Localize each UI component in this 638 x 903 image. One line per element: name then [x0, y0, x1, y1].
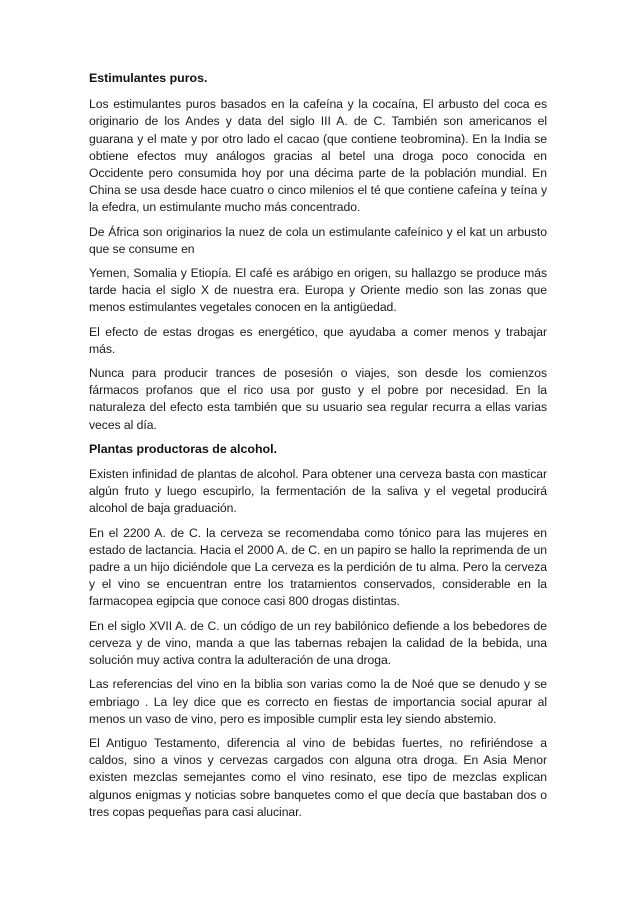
section-heading-alcohol: Plantas productoras de alcohol. [89, 441, 277, 456]
paragraph: Yemen, Somalia y Etiopía. El café es arábigo en origen, su hallazgo se produce más tarde hacia el siglo X de nuestra era. Europa y Oriente medio son las zonas que menos estimulantes vegetales conocen en la antigüedad. [89, 266, 547, 315]
paragraph: Los estimulantes puros basados en la cafeína y la cocaína, El arbusto del coca es originario de los Andes y data del siglo III A. de C. También son americanos el guarana y el mate y por otro lado el cacao (que contiene teobromina). En la India se obtiene efectos muy análogos gracias al betel una droga poco conocida en Occidente pero consumida hoy por una décima parte de la población mundial. En China se usa desde hace cuatro o cinco milenios el té que contiene cafeína y teína y la efedra, un estimulante mucho más concentrado. [89, 97, 547, 215]
paragraph: En el siglo XVII A. de C. un código de un rey babilónico defiende a los bebedores de cerveza y de vino, manda a que las tabernas rebajen la calidad de la bebida, una solución muy activa contra la adulteración de una droga. [89, 618, 547, 668]
document-page [89, 70, 547, 828]
paragraph: El Antiguo Testamento, diferencia al vino de bebidas fuertes, no refiriéndose a caldos, sino a vinos y cervezas cargados con alguna otra droga. En Asia Menor existen mezclas semejantes como el vino resinato, ese tipo de mezclas explican algunos enigmas y noticias sobre banquetes como el que decía que bastaban dos o tres copas pequeñas para casi alucinar. [89, 735, 547, 819]
paragraph: Las referencias del vino en la biblia son varias como la de Noé que se denudo y se embriago . La ley dice que es correcto en fiestas de importancia social apurar al menos un vaso de vino, pero es imposible cumplir esta ley siendo abstemio. [89, 677, 547, 726]
paragraph: En el 2200 A. de C. la cerveza se recomendaba como tónico para las mujeres en estado de lactancia. Hacia el 2000 A. de C. en un papiro se hallo la reprimenda de un padre a un hijo diciéndole que La cerveza es la perdición de tu alma. Pero la cerveza y el vino se encuentran entre los tratamientos conservados, considerable en la farmacopea egipcia que conoce casi 800 drogas distintas. [89, 525, 547, 609]
paragraph: Existen infinidad de plantas de alcohol. Para obtener una cerveza basta con masticar algún fruto y luego escupirlo, la fermentación de la saliva y el vegetal producirá alcohol de baja graduación. [89, 467, 547, 516]
paragraph: Nunca para producir trances de posesión o viajes, son desde los comienzos fármacos profanos que el rico usa por gusto y el pobre por necesidad. En la naturaleza del efecto esta también que su usuario sea regular recurra a ellas varias veces al día. [89, 366, 547, 432]
paragraph: De África son originarios la nuez de cola un estimulante cafeínico y el kat un arbusto que se consume en [89, 224, 547, 256]
section-heading-estimulantes: Estimulantes puros. [89, 71, 208, 85]
paragraph: El efecto de estas drogas es energético, que ayudaba a comer menos y trabajar más. [89, 324, 547, 356]
